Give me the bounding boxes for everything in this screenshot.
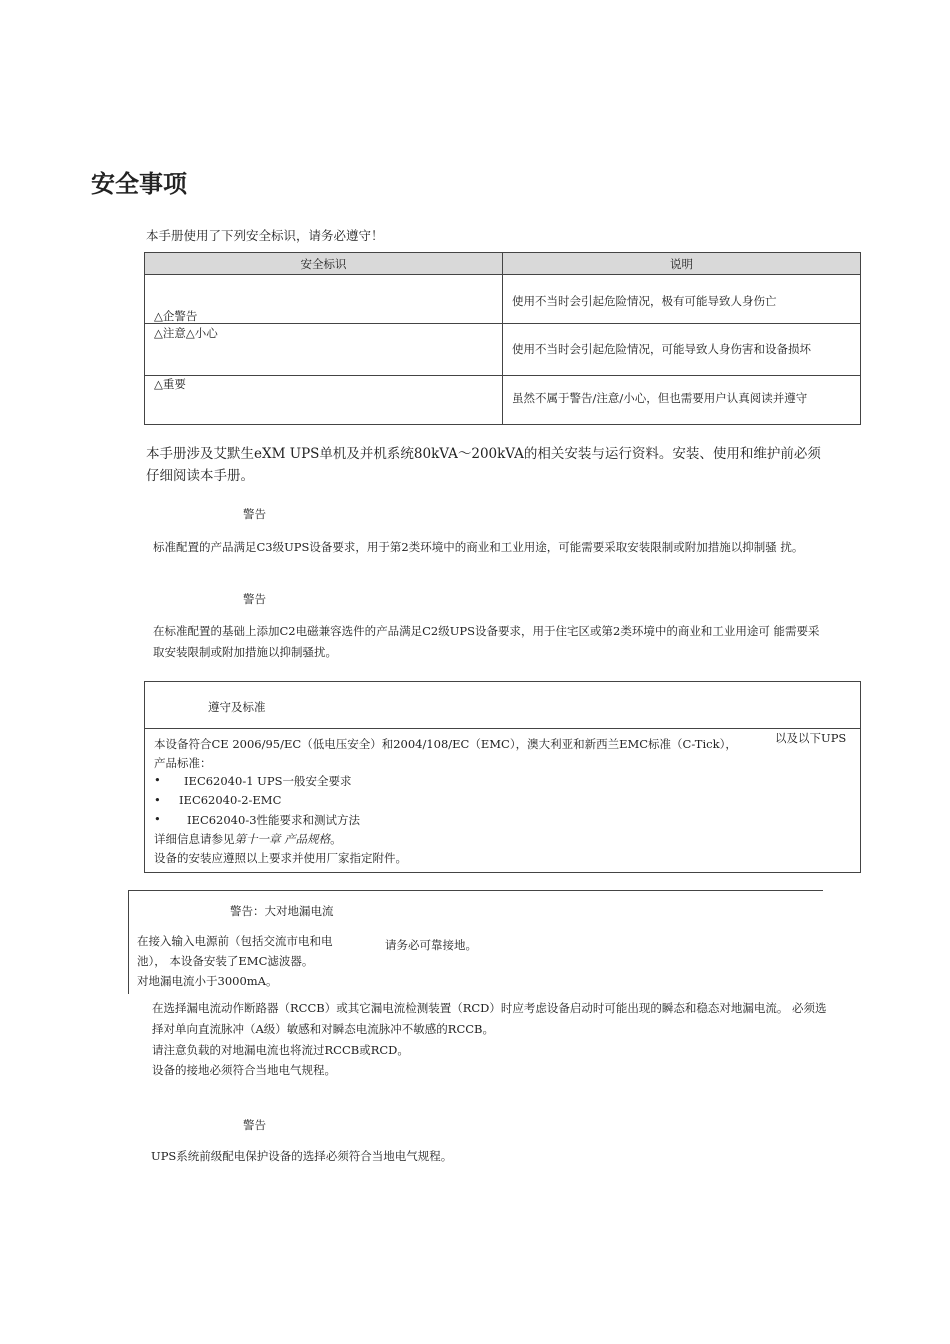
standard-item: IEC62040-2-EMC [179, 793, 282, 807]
header-symbol: 安全标识 [145, 253, 503, 275]
bullet-icon: • [154, 812, 161, 826]
compliance-detail [154, 831, 342, 847]
compliance-divider [145, 728, 860, 729]
table-row [145, 324, 861, 376]
standard-item: IEC62040-1 UPS一般安全要求 [184, 774, 352, 788]
desc-warning: 使用不当时会引起危险情况，极有可能导致人身伤亡 [512, 294, 777, 308]
compliance-heading: 遵守及标准 [208, 700, 266, 714]
warning2-line2: 取安装限制或附加措施以抑制骚扰。 [153, 645, 337, 659]
desc-caution: 使用不当时会引起危险情况，可能导致人身伤害和设备损坏 [512, 342, 811, 356]
symbol-warning: △企警告 [154, 309, 198, 323]
leakage-p3: 设备的接地必须符合当地电气规程。 [152, 1063, 336, 1077]
leakage-top-rule [128, 890, 823, 891]
page-title: 安全事项 [91, 170, 187, 198]
warning1-label: 警告 [243, 507, 266, 521]
warning3-text: UPS系统前级配电保护设备的选择必须符合当地电气规程。 [151, 1149, 453, 1163]
table-row [145, 376, 861, 425]
leakage-p2: 请注意负载的对地漏电流也将流过RCCB或RCD。 [152, 1043, 409, 1057]
leakage-p1-line2: 择对单向直流脉冲（A级）敏感和对瞬态电流脉冲不敏感的RCCB。 [152, 1022, 495, 1036]
intro-text: 本手册使用了下列安全标识，请务必遵守！ [146, 228, 384, 243]
compliance-line1-right: 以及以下UPS [775, 731, 847, 745]
leakage-label: 警告：大对地漏电流 [230, 904, 334, 918]
bullet-icon: • [154, 773, 161, 787]
compliance-line2: 产品标准： [154, 756, 212, 770]
warning3-label: 警告 [243, 1118, 266, 1132]
detail-chapter-ref: 第十一章 产品规格 [234, 832, 331, 846]
table-header-row [145, 253, 861, 275]
leakage-left1: 在接入输入电源前（包括交流市电和电 [137, 934, 333, 948]
leakage-left2: 池）， 本设备安装了EMC滤波器。 [137, 954, 314, 968]
symbol-caution: △注意△小心 [154, 326, 218, 340]
table-row [145, 275, 861, 324]
warning2-line1: 在标准配置的基础上添加C2电磁兼容选件的产品满足C2级UPS设备要求，用于住宅区或第2类环境中的商业和工业用途可 能需要采 [153, 624, 820, 638]
header-description: 说明 [503, 253, 861, 275]
standard-item: IEC62040-3性能要求和测试方法 [187, 813, 361, 827]
manual-scope-line1: 本手册涉及艾默生eXM UPS单机及并机系统80kVA～200kVA的相关安装与运行资料。安装、使用和维护前必须 [146, 446, 821, 462]
symbol-important: △重要 [154, 377, 186, 391]
compliance-line1: 本设备符合CE 2006/95/EC（低电压安全）和2004/108/EC（EMC），澳大利亚和新西兰EMC标准（C-Tick）， [154, 737, 737, 751]
warning2-label: 警告 [243, 592, 266, 606]
leakage-right1: 请务必可靠接地。 [385, 938, 477, 952]
desc-important: 虽然不属于警告/注意/小心，但也需要用户认真阅读并遵守 [512, 391, 808, 405]
leakage-p1-line1: 在选择漏电流动作断路器（RCCB）或其它漏电流检测装置（RCD）时应考虑设备启动时可能出现的瞬态和稳态对地漏电流。 必须选 [152, 1001, 827, 1015]
detail-suffix: 。 [330, 832, 342, 846]
compliance-last-line: 设备的安装应遵照以上要求并使用厂家指定附件。 [154, 851, 407, 865]
warning1-text: 标准配置的产品满足C3级UPS设备要求，用于第2类环境中的商业和工业用途，可能需要采取安装限制或附加措施以抑制骚 扰。 [153, 540, 804, 554]
bullet-icon: • [154, 793, 161, 807]
manual-scope-line2: 仔细阅读本手册。 [146, 468, 254, 484]
safety-symbol-table [144, 252, 861, 425]
leakage-left3: 对地漏电流小于3000mA。 [137, 974, 278, 988]
leakage-left-rule [128, 890, 129, 994]
detail-prefix: 详细信息请参见 [154, 832, 235, 846]
